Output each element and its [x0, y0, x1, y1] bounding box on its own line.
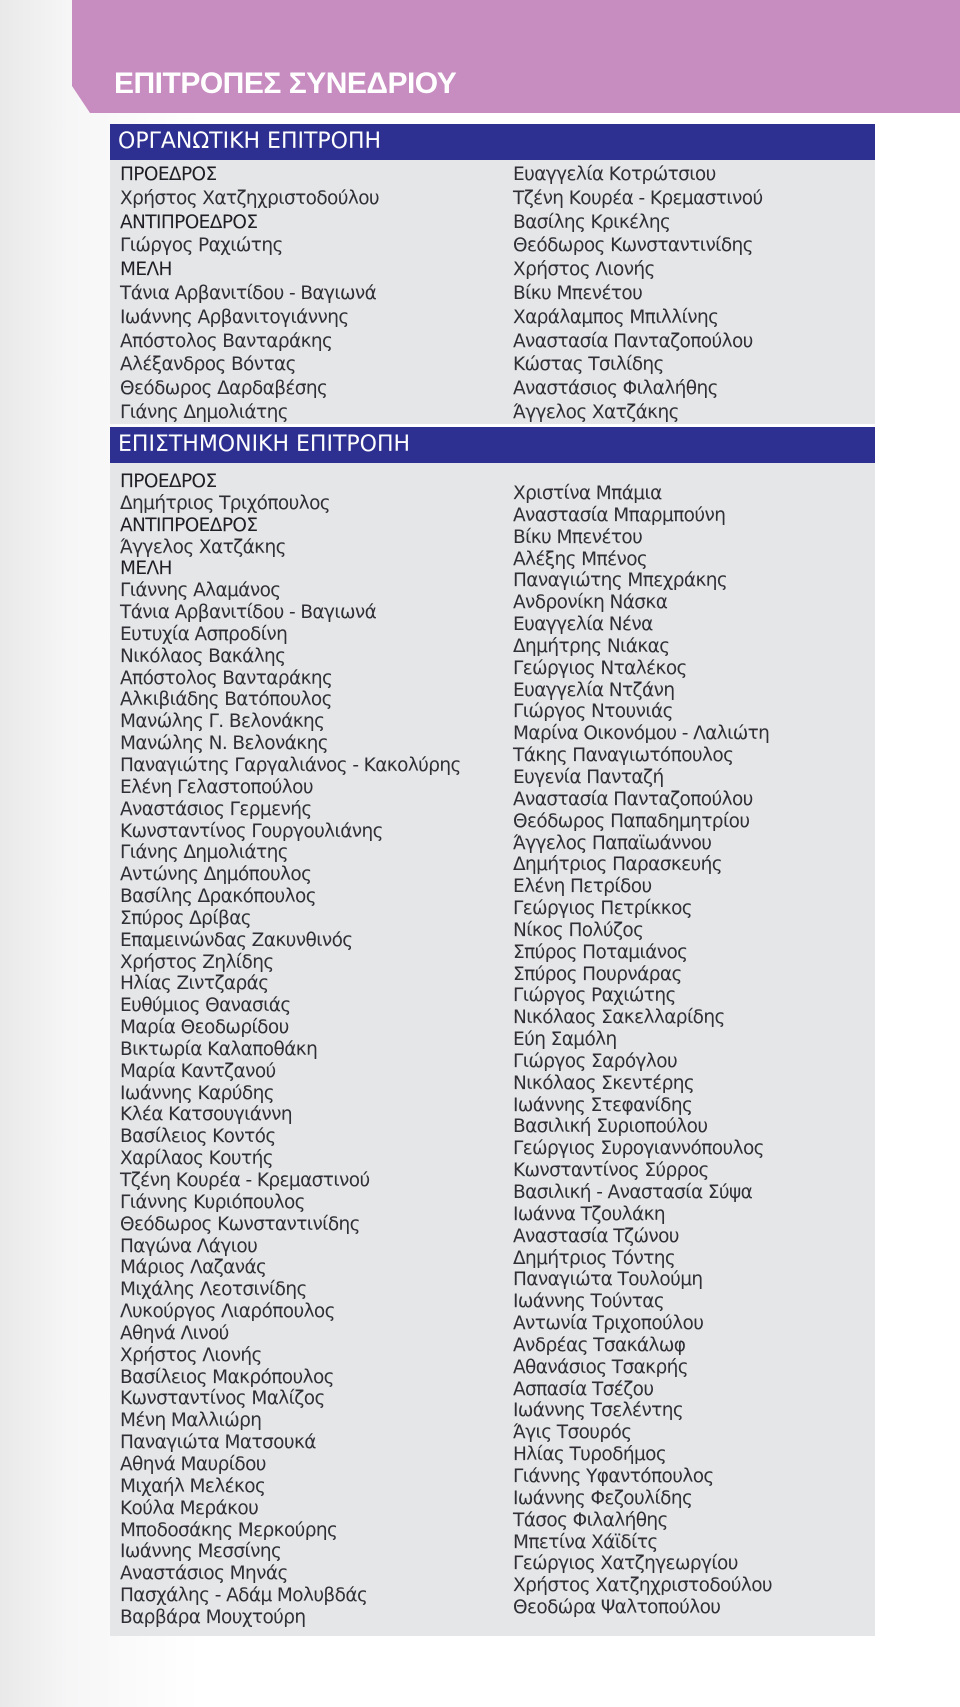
member-name: Ιωάννης Μεσσίνης — [120, 1541, 282, 1563]
member-name: Άγις Τσουρός — [513, 1422, 632, 1444]
member-name: Κωνσταντίνος Μαλίζος — [120, 1388, 325, 1410]
member-name: Αναστάσιος Μηνάς — [120, 1563, 288, 1585]
member-name: Γιώργος Σαρόγλου — [513, 1050, 678, 1072]
member-name: Αναστασία Πανταζοπούλου — [513, 330, 753, 352]
member-name: Θεόδωρος Κωνσταντινίδης — [120, 1213, 360, 1235]
role-heading: ΜΕΛΗ — [120, 558, 172, 580]
member-name: Παναγιώτα Ματσουκά — [120, 1432, 316, 1454]
member-name: Αναστασία Μπαρμπούνη — [513, 504, 726, 526]
member-name: Γιώργος Ραχιώτης — [513, 985, 676, 1007]
role-heading: ΑΝΤΙΠΡΟΕΔΡΟΣ — [120, 514, 258, 536]
role-heading: ΜΕΛΗ — [120, 259, 172, 281]
member-name: Ηλίας Τυροδήμος — [513, 1444, 667, 1466]
member-name: Ιωάννης Τσελέντης — [513, 1400, 684, 1422]
member-name: Χρήστος Λιονής — [513, 259, 655, 281]
member-name: Κωνσταντίνος Γουργουλιάνης — [120, 820, 383, 842]
member-name: Τάνια Αρβανιτίδου - Βαγιωνά — [120, 602, 377, 624]
member-name: Γεώργιος Πετρίκκος — [513, 898, 693, 920]
member-name: Νικόλαος Βακάλης — [120, 645, 286, 667]
member-name: Μπετίνα Χάϊδίτς — [513, 1531, 658, 1553]
member-name: Θεόδωρος Δαρδαβέσης — [120, 378, 328, 400]
member-name: Χρήστος Λιονής — [120, 1344, 262, 1366]
member-name: Ευθύμιος Θανασιάς — [120, 995, 291, 1017]
member-name: Μάριος Λαζανάς — [120, 1257, 267, 1279]
member-name: Απόστολος Βανταράκης — [120, 667, 333, 689]
member-name: Αναστάσιος Γερμενής — [120, 798, 312, 820]
member-name: Θεόδωρος Παπαδημητρίου — [513, 810, 750, 832]
member-name: Αντώνης Δημόπουλος — [120, 864, 312, 886]
member-name: Χρήστος Ζηλίδης — [120, 951, 274, 973]
member-name: Μιχαήλ Μελέκος — [120, 1475, 266, 1497]
member-name: Εύη Σαμόλη — [513, 1029, 617, 1051]
member-name: Ελένη Πετρίδου — [513, 876, 652, 898]
member-name: Τάνια Αρβανιτίδου - Βαγιωνά — [120, 282, 377, 304]
member-name: Ευαγγελία Ντζάνη — [513, 679, 675, 701]
member-name: Γιάννης Κυριόπουλος — [120, 1191, 305, 1213]
member-name: Μανώλης Ν. Βελονάκης — [120, 733, 328, 755]
member-name: Δημήτριος Τριχόπουλος — [120, 492, 331, 514]
member-name: Αναστασία Πανταζοπούλου — [513, 788, 753, 810]
member-name: Βασίλειος Μακρόπουλος — [120, 1366, 334, 1388]
member-name: Γεώργιος Χατζηγεωργίου — [513, 1553, 738, 1575]
member-name: Γεώργιος Νταλέκος — [513, 657, 687, 679]
member-name: Γιάνης Δημολιάτης — [120, 842, 288, 864]
member-name: Ανδρονίκη Νάσκα — [513, 592, 668, 614]
member-name: Αντωνία Τριχοπούλου — [513, 1313, 704, 1335]
member-name: Ευαγγελία Νένα — [513, 614, 653, 636]
member-name: Ιωάννης Τούντας — [513, 1291, 665, 1313]
member-name: Σπύρος Ποταμιάνος — [513, 941, 688, 963]
member-name: Άγγελος Χατζάκης — [120, 536, 286, 558]
member-name: Γιώργος Ντουνιάς — [513, 701, 673, 723]
member-name: Βασιλική - Αναστασία Σύψα — [513, 1182, 753, 1203]
member-name: Αλέξης Μπένος — [513, 548, 648, 570]
scientific-committee-header: ΕΠΙΣΤΗΜΟΝΙΚΗ ΕΠΙΤΡΟΠΗ — [110, 427, 875, 463]
scientific-left-column — [120, 471, 461, 1629]
member-name: Νικόλαος Σακελλαρίδης — [513, 1007, 725, 1029]
member-name: Μποδοσάκης Μερκούρης — [120, 1519, 338, 1541]
member-name: Βίκυ Μπενέτου — [513, 282, 643, 304]
member-name: Δημήτρης Νιάκας — [513, 635, 670, 657]
organizing-right-column — [513, 163, 763, 425]
member-name: Κώστας Τσιλίδης — [513, 354, 664, 376]
member-name: Θεοδώρα Ψαλτοπούλου — [513, 1597, 721, 1619]
member-name: Τάκης Παναγιωτόπουλος — [513, 745, 734, 767]
member-name: Βασιλική Συριοπούλου — [513, 1116, 708, 1138]
member-name: Μιχάλης Λεοτσινίδης — [120, 1279, 307, 1301]
member-name: Ανδρέας Τσακάλωφ — [513, 1334, 686, 1356]
member-name: Παναγιώτης Μπεχράκης — [513, 570, 728, 592]
member-name: Ιωάννης Στεφανίδης — [513, 1094, 693, 1116]
member-name: Άγγελος Παπαϊωάννου — [513, 832, 712, 854]
member-name: Τάσος Φιλαλήθης — [513, 1509, 668, 1531]
member-name: Απόστολος Βανταράκης — [120, 330, 333, 352]
member-name: Αναστασία Τζώνου — [513, 1225, 679, 1247]
member-name: Αναστάσιος Φιλαλήθης — [513, 378, 718, 400]
member-name: Μένη Μαλλιώρη — [120, 1410, 262, 1432]
member-name: Ιωάννης Καρύδης — [120, 1082, 274, 1104]
page-title: ΕΠΙΤΡΟΠΕΣ ΣΥΝΕΔΡΙΟΥ — [114, 67, 457, 100]
organizing-committee-header: ΟΡΓΑΝΩΤΙΚΗ ΕΠΙΤΡΟΠΗ — [110, 124, 875, 160]
member-name: Βασίλειος Κοντός — [120, 1126, 276, 1148]
member-name: Κλέα Κατσουγιάννη — [120, 1104, 292, 1126]
member-name: Βαρβάρα Μουχτούρη — [120, 1606, 306, 1628]
member-name: Μανώλης Γ. Βελονάκης — [120, 711, 325, 733]
member-name: Παγώνα Λάγιου — [120, 1235, 258, 1257]
member-name: Γιάννης Αλαμάνος — [120, 580, 281, 602]
role-heading: ΠΡΟΕΔΡΟΣ — [120, 471, 217, 492]
member-name: Κωνσταντίνος Σύρρος — [513, 1160, 709, 1182]
member-name: Γιάνης Δημολιάτης — [120, 401, 288, 423]
member-name: Αλκιβιάδης Βατόπουλος — [120, 689, 332, 711]
member-name: Ευτυχία Ασπροδίνη — [120, 623, 288, 645]
member-name: Τζένη Κουρέα - Κρεμαστινού — [513, 187, 763, 209]
member-name: Αθανάσιος Τσακρής — [513, 1356, 688, 1378]
member-name: Άγγελος Χατζάκης — [513, 401, 679, 423]
member-name: Ιωάννα Τζουλάκη — [513, 1203, 666, 1225]
organizing-left-column — [120, 163, 379, 425]
member-name: Επαμεινώνδας Ζακυνθινός — [120, 929, 353, 951]
member-name: Κούλα Μεράκου — [120, 1497, 259, 1519]
member-name: Χριστίνα Μπάμια — [513, 483, 662, 504]
role-heading: ΑΝΤΙΠΡΟΕΔΡΟΣ — [120, 211, 258, 233]
member-name: Βικτωρία Καλαποθάκη — [120, 1038, 318, 1060]
member-name: Μαρία Θεοδωρίδου — [120, 1017, 289, 1039]
member-name: Αθηνά Μαυρίδου — [120, 1453, 266, 1475]
member-name: Γιώργος Ραχιώτης — [120, 235, 283, 257]
member-name: Χαράλαμπος Μπιλλίνης — [513, 306, 719, 328]
member-name: Δημήτριος Παρασκευής — [513, 854, 723, 876]
member-name: Ιωάννης Φεζουλίδης — [513, 1487, 693, 1509]
member-name: Θεόδωρος Κωνσταντινίδης — [513, 235, 753, 257]
member-name: Βασίλης Δρακόπουλος — [120, 886, 316, 908]
member-name: Ευγενία Πανταζή — [513, 766, 664, 788]
member-name: Λυκούργος Λιαρόπουλος — [120, 1301, 335, 1323]
member-name: Χρήστος Χατζηχριστοδούλου — [513, 1575, 773, 1597]
member-name: Σπύρος Πουρνάρας — [513, 963, 682, 985]
member-name: Μαρία Καντζανού — [120, 1060, 276, 1082]
member-name: Γεώργιος Συρογιαννόπουλος — [513, 1138, 764, 1160]
member-name: Μαρίνα Οικονόμου - Λαλιώτη — [513, 723, 770, 745]
member-name: Δημήτριος Τόντης — [513, 1247, 676, 1269]
member-name: Νίκος Πολύζος — [513, 919, 644, 941]
member-name: Πασχάλης - Αδάμ Μολυβδάς — [120, 1585, 368, 1607]
member-name: Γιάννης Υφαντόπουλος — [513, 1465, 714, 1487]
member-name: Ευαγγελία Κοτρώτσιου — [513, 164, 716, 185]
scientific-right-column — [513, 483, 772, 1619]
member-name: Βίκυ Μπενέτου — [513, 526, 643, 548]
member-name: Ηλίας Ζιντζαράς — [120, 973, 269, 995]
member-name: Βασίλης Κρικέλης — [513, 211, 671, 233]
member-name: Τζένη Κουρέα - Κρεμαστινού — [120, 1170, 370, 1191]
member-name: Αθηνά Λινού — [120, 1322, 229, 1344]
member-name: Ελένη Γελαστοπούλου — [120, 776, 313, 798]
member-name: Παναγιώτης Γαργαλιάνος - Κακολύρης — [120, 754, 461, 776]
member-name: Χρήστος Χατζηχριστοδούλου — [120, 187, 380, 209]
member-name: Ασπασία Τσέζου — [513, 1378, 654, 1400]
member-name: Ιωάννης Αρβανιτογιάννης — [120, 306, 349, 328]
member-name: Χαρίλαος Κουτής — [120, 1148, 273, 1170]
member-name: Αλέξανδρος Βόντας — [120, 354, 296, 376]
member-name: Παναγιώτα Τουλούμη — [513, 1269, 703, 1291]
member-name: Νικόλαος Σκεντέρης — [513, 1072, 695, 1094]
role-heading: ΠΡΟΕΔΡΟΣ — [120, 164, 217, 185]
member-name: Σπύρος Δρίβας — [120, 907, 252, 929]
